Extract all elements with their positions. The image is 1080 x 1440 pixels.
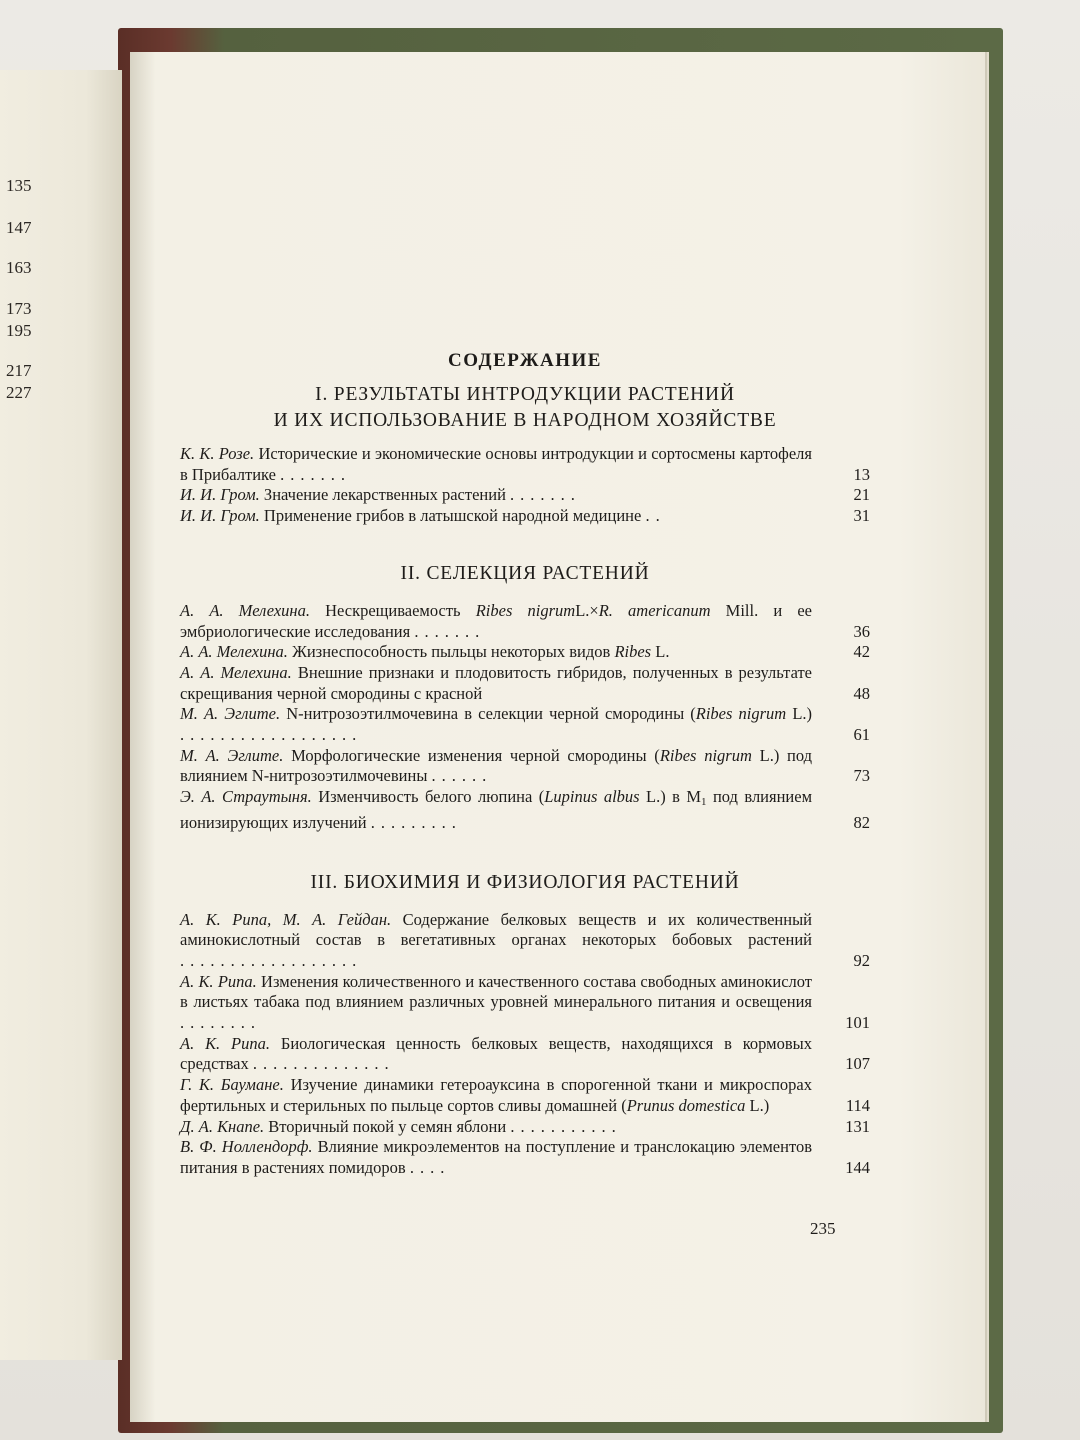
left-page-number: 173 <box>6 299 32 318</box>
entry-text: L.) в M <box>646 787 702 807</box>
toc-entry[interactable] <box>180 1117 870 1138</box>
entry-page: 92 <box>853 950 870 970</box>
left-page-number: 195 <box>6 321 32 340</box>
entry-text: Нескрещиваемость <box>325 600 461 620</box>
latin-name: Ribes <box>614 642 652 662</box>
toc-title: СОДЕРЖАНИЕ <box>448 350 602 371</box>
table-of-contents <box>180 350 870 1179</box>
leader-dots: .................. <box>180 725 363 745</box>
entry-author: Г. К. Баумане. <box>180 1075 284 1095</box>
entry-author: И. И. Гром. <box>180 506 260 526</box>
toc-entry[interactable] <box>180 1137 870 1178</box>
entry-text: Исторические и экономические основы интродукции и сортосмены картофеля в Прибалтике <box>180 444 812 484</box>
leader-dots: .............. <box>252 1054 395 1074</box>
entry-text: Биологическая ценность белковых веществ, находящихся в кормовых средствах <box>180 1033 813 1074</box>
entry-text: Изучение динамики гетероауксина в спорогенной ткани и микроспорах фертильных и стерильных по пыльце сортов сливы домашней ( <box>180 1075 812 1115</box>
entry-author: И. И. Гром. <box>180 485 260 505</box>
leader-dots: ........... <box>510 1116 622 1136</box>
entry-page: 101 <box>845 1013 870 1033</box>
toc-entry[interactable] <box>180 704 870 745</box>
latin-name: Ribes nigrum <box>695 704 787 724</box>
section-1 <box>180 382 870 527</box>
entry-text: N-нитрозоэтилмочевина в селекции черной смородины ( <box>286 704 696 724</box>
leader-dots: ....... <box>280 464 351 484</box>
entry-author: А. А. Мелехина. <box>180 662 292 682</box>
section-3 <box>180 870 870 1179</box>
leader-dots: ....... <box>414 621 486 641</box>
entry-text: Морфологические изменения черной смородины ( <box>291 745 660 765</box>
leader-dots: .................. <box>180 950 363 970</box>
entry-author: Э. А. Страутыня. <box>180 787 312 807</box>
entry-page: 73 <box>853 766 870 786</box>
section-heading <box>180 382 870 434</box>
toc-entry[interactable] <box>180 444 870 485</box>
leader-dots: ........ <box>180 1013 261 1033</box>
latin-name: Lupinus albus <box>544 787 640 807</box>
entry-text: под влиянием ионизирующих излучений <box>180 787 813 832</box>
entry-text: Применение грибов в латышской народной медицине <box>263 506 642 526</box>
entry-text: L.) <box>749 1095 770 1115</box>
entry-page: 82 <box>853 812 870 832</box>
entry-author: К. К. Розе. <box>180 444 255 463</box>
entry-text: L.× <box>575 600 599 620</box>
entry-page: 31 <box>853 506 870 526</box>
entry-page: 131 <box>845 1116 870 1136</box>
left-page-number: 163 <box>6 258 32 277</box>
leader-dots: ......... <box>370 812 462 832</box>
left-page-number: 227 <box>6 383 32 402</box>
toc-entry[interactable] <box>180 485 870 506</box>
entry-text: Значение лекарственных растений <box>263 485 506 505</box>
entry-text: Вторичный покой у семян яблони <box>268 1116 507 1136</box>
entry-page: 144 <box>845 1157 870 1177</box>
entry-page: 21 <box>853 485 870 505</box>
left-page <box>0 70 122 1360</box>
entry-text: Влияние микроэлементов на поступление и транслокацию элементов питания в растениях помидоров <box>180 1137 812 1177</box>
entry-author: А. А. Мелехина. <box>180 600 310 620</box>
left-page-number: 135 <box>6 176 32 195</box>
section-heading-line: I. РЕЗУЛЬТАТЫ ИНТРОДУКЦИИ РАСТЕНИЙ <box>315 384 735 405</box>
toc-entry[interactable] <box>180 506 870 527</box>
latin-name: Prunus domestica <box>626 1095 746 1115</box>
entry-author: А. К. Рипа, М. А. Гейдан. <box>180 909 392 929</box>
entry-page: 42 <box>853 642 870 662</box>
entry-author: М. А. Эглите. <box>180 745 284 765</box>
entry-page: 48 <box>853 683 870 703</box>
leader-dots: ....... <box>510 485 581 505</box>
entry-text: Внешние признаки и плодовитость гибридов, полученных в результате скрещивания черной смородины с красной <box>180 662 812 703</box>
section-heading: III. БИОХИМИЯ И ФИЗИОЛОГИЯ РАСТЕНИЙ <box>310 871 740 893</box>
entry-text: L.) <box>792 704 813 724</box>
entry-text: L. <box>655 642 670 662</box>
entry-author: А. А. Мелехина. <box>180 642 288 662</box>
entry-text: L.) под влиянием N-нитрозоэтилмочевины <box>180 745 813 786</box>
entry-page: 114 <box>845 1095 870 1115</box>
section-heading: II. СЕЛЕКЦИЯ РАСТЕНИЙ <box>400 562 650 584</box>
toc-entry[interactable] <box>180 1075 870 1116</box>
toc-entry[interactable] <box>180 601 870 642</box>
entry-author: М. А. Эглите. <box>180 704 281 724</box>
entry-text: Жизнеспособность пыльцы некоторых видов <box>292 642 611 662</box>
toc-entry[interactable] <box>180 787 870 833</box>
latin-name: Ribes nigrum <box>659 745 752 765</box>
toc-entry[interactable] <box>180 972 870 1034</box>
entry-page: 36 <box>853 621 870 641</box>
page-folio: 235 <box>810 1219 836 1238</box>
entry-page: 13 <box>853 464 870 484</box>
toc-entry[interactable] <box>180 642 870 663</box>
section-heading-line: И ИХ ИСПОЛЬЗОВАНИЕ В НАРОДНОМ ХОЗЯЙСТВЕ <box>273 410 777 431</box>
entry-author: А. К. Рипа. <box>180 1033 270 1053</box>
entry-author: Д. А. Кнапе. <box>180 1116 265 1136</box>
entry-author: А. К. Рипа. <box>180 971 257 991</box>
entry-text: Изменчивость белого люпина ( <box>318 787 545 807</box>
toc-entry[interactable] <box>180 1034 870 1075</box>
entry-text: Mill. и ее эмбриологические исследования <box>180 600 812 641</box>
entry-text: Содержание белковых веществ и их количественный аминокислотный состав в вегетативных органах некоторых бобовых растений <box>180 909 812 950</box>
latin-name: R. americanum <box>598 600 711 620</box>
toc-entry[interactable] <box>180 910 870 972</box>
toc-entry[interactable] <box>180 746 870 787</box>
left-page-number: 217 <box>6 361 32 380</box>
section-2 <box>180 561 870 834</box>
subscript: 1 <box>701 796 707 809</box>
entry-text: Изменения количественного и качественного состава свободных аминокислот в листьях табака под влиянием различных уровней минерального питания и освещения <box>180 971 812 1012</box>
left-page-number: 147 <box>6 218 32 237</box>
latin-name: Ribes nigrum <box>475 600 576 620</box>
toc-entry[interactable] <box>180 663 870 704</box>
leader-dots: .. <box>645 506 666 526</box>
entry-author: В. Ф. Ноллендорф. <box>180 1137 313 1157</box>
leader-dots: ...... <box>431 766 493 786</box>
entry-page: 107 <box>845 1054 870 1074</box>
leader-dots: .... <box>409 1157 451 1177</box>
entry-page: 61 <box>853 725 870 745</box>
